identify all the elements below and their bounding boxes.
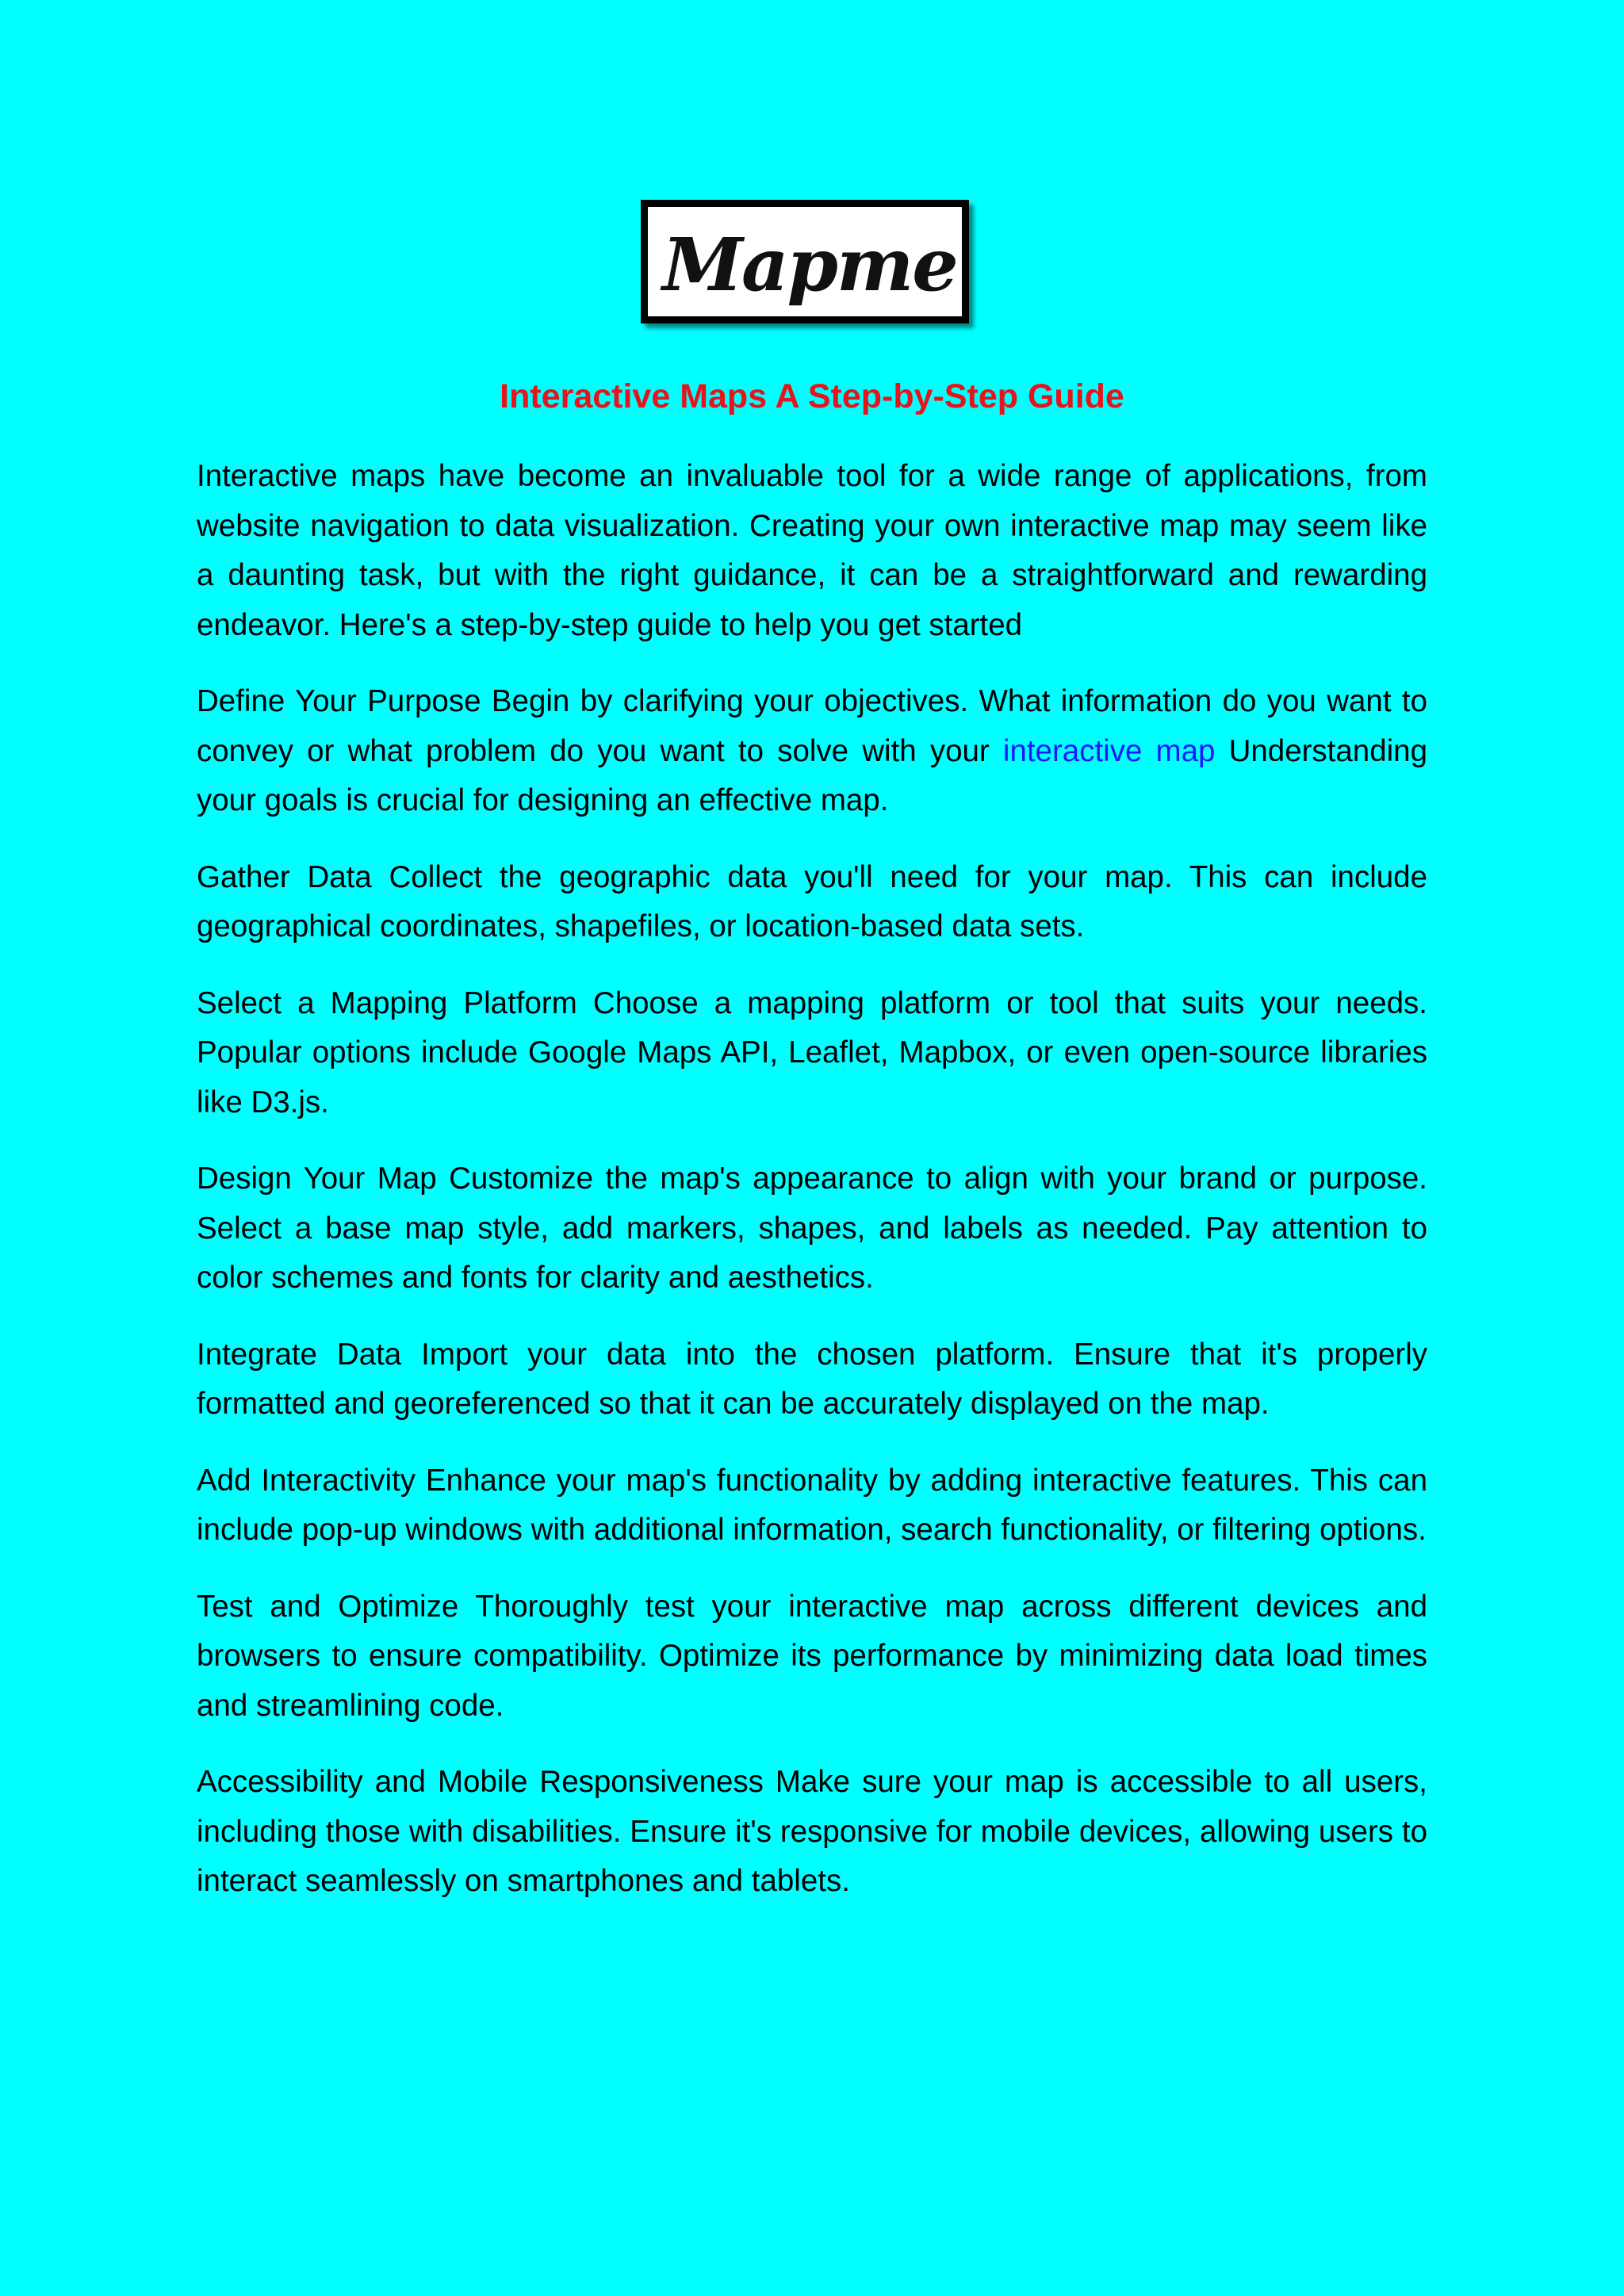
step-design-map: Design Your Map Customize the map's appearance to align with your brand or purpose. Select a base map style, add markers, shapes, and labels as needed. Pay attention to color schemes and fonts for clarity and aesthetics. [197,1161,1427,1295]
document-title: Interactive Maps A Step-by-Step Guide [500,377,1124,415]
step-add-interactivity: Add Interactivity Enhance your map's functionality by adding interactive features. This can include pop-up windows with additional information, search functionality, or filtering options. [197,1463,1427,1547]
step-define-purpose [197,677,1427,826]
step-accessibility: Accessibility and Mobile Responsiveness Make sure your map is accessible to all users, including those with disabilities. Ensure it's responsive for mobile devices, allowing users to interact seamlessly on smartphones and tablets. [197,1765,1427,1898]
mapme-logo [641,200,969,323]
step-text-before-link: Define Your Purpose Begin by clarifying your objectives. What information do you want to convey or what problem do you want to solve with your [197,684,1427,768]
step-select-platform: Select a Mapping Platform Choose a mapping platform or tool that suits your needs. Popular options include Google Maps API, Leaflet, Mapbox, or even open-source libraries like D3.js. [197,985,1427,1119]
step-integrate-data: Integrate Data Import your data into the chosen platform. Ensure that it's properly formatted and georeferenced so that it can be accurately displayed on the map. [197,1337,1427,1421]
document-body [197,452,1427,1934]
intro-paragraph: Interactive maps have become an invaluable tool for a wide range of applications, from website navigation to data visualization. Creating your own interactive map may seem like a daunting task, but with the right guidance, it can be a straightforward and rewarding endeavor. Here's a step-by-step guide to help you get started [197,459,1427,642]
step-gather-data: Gather Data Collect the geographic data you'll need for your map. This can include geographical coordinates, shapefiles, or location-based data sets. [197,859,1427,943]
logo-wordmark: Mapme [662,222,957,308]
step-text-after-link: Understanding your goals is crucial for designing an effective map. [197,733,1427,817]
interactive-map-link[interactable]: interactive map [1002,733,1216,768]
step-test-optimize: Test and Optimize Thoroughly test your interactive map across different devices and browsers to ensure compatibility. Optimize its performance by minimizing data load times and streamlining code. [197,1589,1427,1723]
